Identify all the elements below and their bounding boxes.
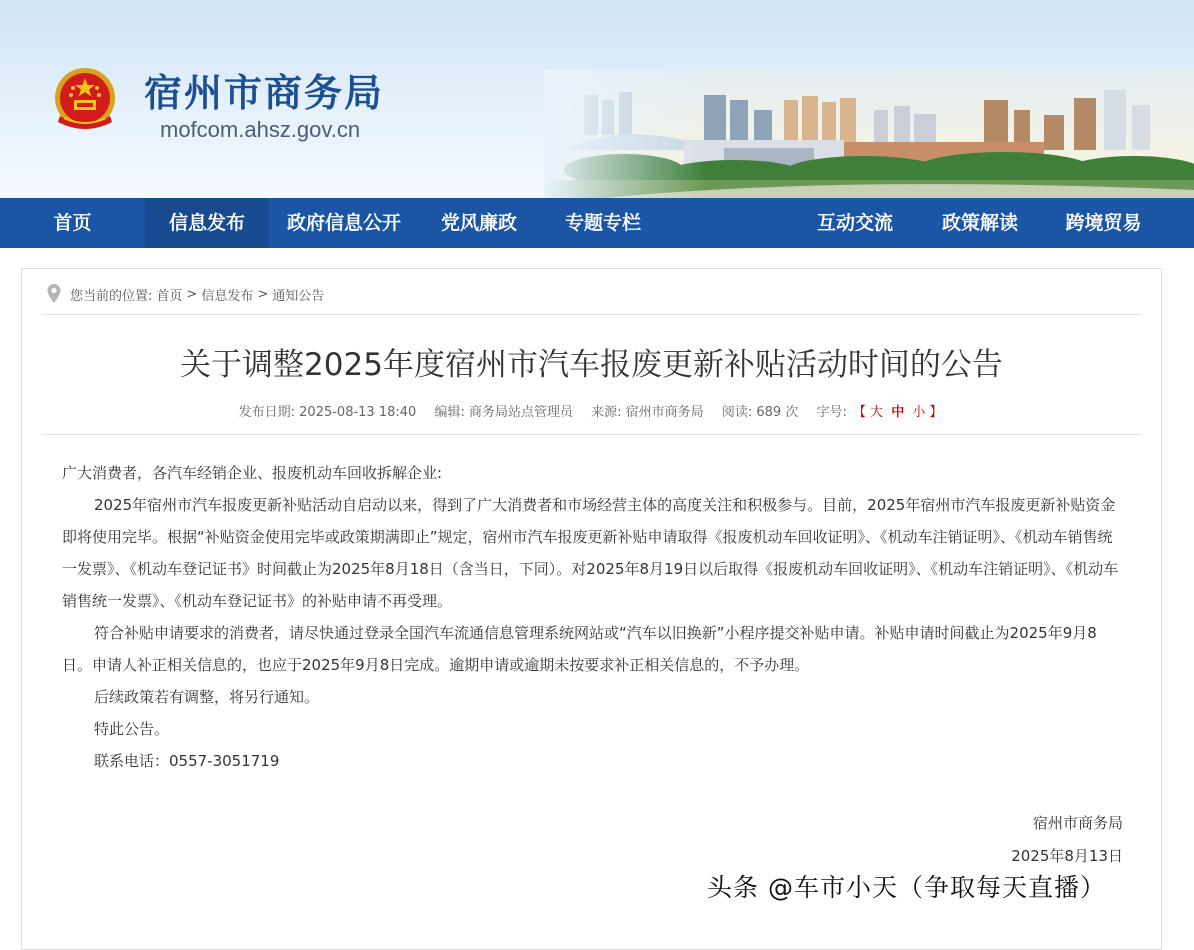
nav-special-topics[interactable]: 专题专栏	[564, 212, 641, 234]
nav-info-release[interactable]: 信息发布	[145, 198, 269, 248]
nav-gov-info-disclosure[interactable]: 政府信息公开	[286, 212, 401, 234]
views-label: 阅读:	[721, 405, 753, 420]
nav-policy-interpretation[interactable]: 政策解读	[941, 212, 1018, 234]
publish-date-value: 2025-08-13 18:40	[299, 405, 417, 420]
site-domain: mofcom.ahsz.gov.cn	[160, 117, 361, 142]
breadcrumb-home[interactable]: 首页	[156, 288, 183, 304]
font-size-label: 字号:	[816, 405, 847, 420]
nav-cross-border-trade[interactable]: 跨境贸易	[1065, 212, 1142, 234]
views-unit: 次	[785, 405, 799, 420]
nav-interaction[interactable]: 互动交流	[816, 212, 893, 234]
view-count	[722, 405, 799, 420]
font-size-bracket-open: 【	[853, 405, 867, 420]
signature-date: 2025年8月13日	[1011, 847, 1123, 865]
breadcrumb-prefix: 您当前的位置:	[70, 288, 153, 304]
editor-value: 商务局站点管理员	[468, 405, 573, 420]
paragraph: 2025年宿州市汽车报废更新补贴活动自启动以来，得到了广大消费者和市场经营主体的高度关注和积极参与。目前，2025年宿州市汽车报废更新补贴资金即将使用完毕。根据“补贴资金使用完毕或政策期满即止”规定，宿州市汽车报废更新补贴申请取得《报废机动车回收证明》、《机动车注销证明》、《机动车销售统一发票》、《机动车登记证书》时间截止为2025年8月18日（含当日，下同）。对2025年8月19日以后取得《报废机动车回收证明》、《机动车注销证明》、《机动车销售统一发票》、《机动车登记证书》的补贴申请不再受理。	[62, 496, 1119, 610]
breadcrumb-separator: >	[257, 286, 269, 302]
city-skyline-banner	[544, 70, 1194, 198]
paragraph: 特此公告。	[94, 720, 170, 738]
salutation: 广大消费者，各汽车经销企业、报废机动车回收拆解企业:	[62, 464, 443, 482]
breadcrumb-separator: >	[186, 286, 198, 302]
breadcrumb-info-release[interactable]: 信息发布	[201, 288, 254, 304]
contact-phone: 联系电话：0557-3051719	[94, 752, 280, 770]
nav-party-integrity[interactable]: 党风廉政	[440, 212, 517, 234]
editor	[434, 405, 573, 420]
breadcrumb	[46, 282, 328, 306]
nav-home[interactable]: 首页	[53, 212, 92, 234]
breadcrumb-notices[interactable]: 通知公告	[272, 288, 325, 304]
watermark: 头条 @车市小天（争取每天直播）	[707, 873, 1106, 902]
font-size-bracket-close: 】	[929, 405, 943, 420]
font-size-medium-button[interactable]: 中	[891, 405, 905, 420]
paragraph: 后续政策若有调整，将另行通知。	[94, 688, 320, 706]
article-title: 关于调整2025年度宿州市汽车报废更新补贴活动时间的公告	[180, 347, 1003, 383]
font-size-control	[816, 405, 944, 420]
font-size-large-button[interactable]: 大	[870, 405, 884, 420]
source-label: 来源:	[591, 405, 622, 420]
editor-label: 编辑:	[434, 405, 465, 420]
article-meta	[22, 401, 1161, 420]
article-body	[62, 457, 1124, 777]
site-header	[0, 0, 1194, 198]
location-pin-icon	[46, 283, 62, 305]
article-panel	[21, 268, 1162, 950]
publish-date	[239, 405, 417, 420]
source	[591, 405, 704, 420]
source-value: 宿州市商务局	[625, 405, 704, 420]
views-value: 689	[756, 405, 782, 420]
publish-date-label: 发布日期:	[238, 405, 296, 420]
main-nav	[0, 198, 1194, 248]
signature-org: 宿州市商务局	[1032, 814, 1123, 832]
divider	[42, 434, 1141, 435]
paragraph: 符合补贴申请要求的消费者，请尽快通过登录全国汽车流通信息管理系统网站或“汽车以旧换新”小程序提交补贴申请。补贴申请时间截止为2025年9月8日。申请人补正相关信息的，也应于2025年9月8日完成。逾期申请或逾期未按要求补正相关信息的，不予办理。	[62, 624, 1097, 674]
nav-item-blank[interactable]	[667, 198, 792, 248]
divider	[42, 314, 1141, 315]
site-title[interactable]: 宿州市商务局	[144, 71, 385, 115]
national-emblem-icon	[50, 64, 120, 136]
font-size-small-button[interactable]: 小	[912, 405, 926, 420]
